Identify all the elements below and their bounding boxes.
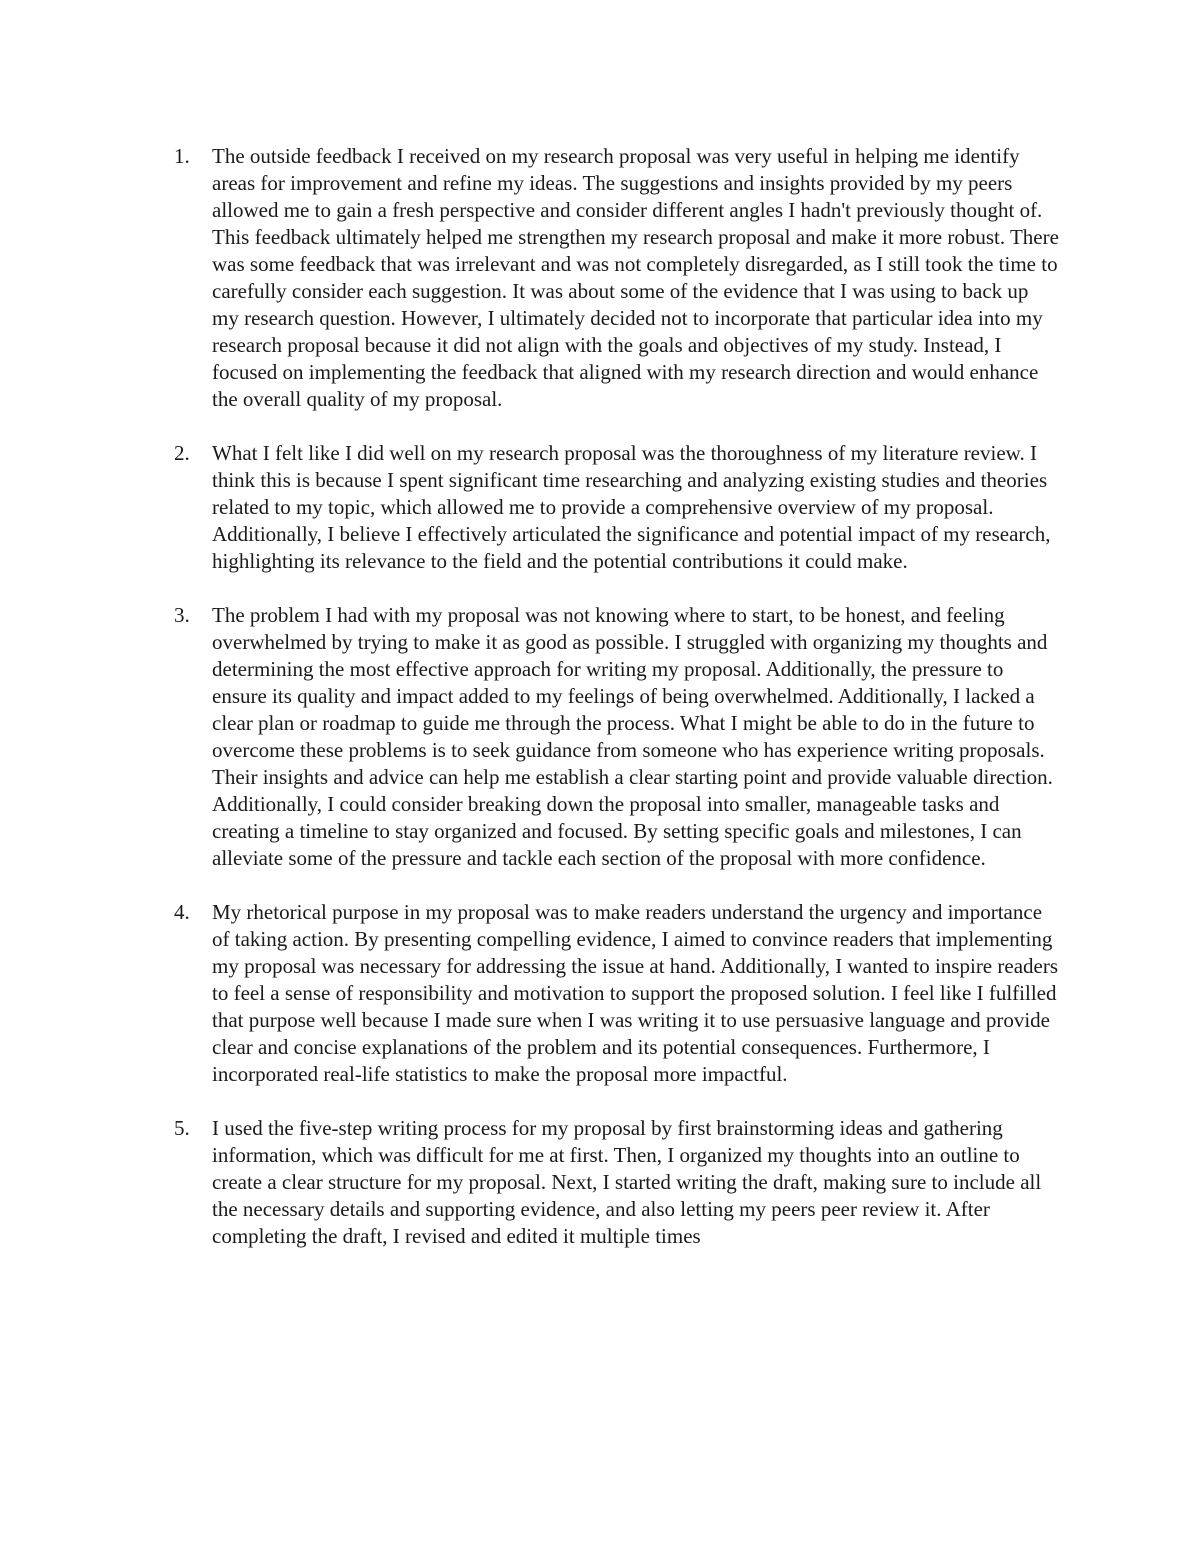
item-number: 2.: [174, 441, 190, 465]
item-paragraph: My rhetorical purpose in my proposal was to make readers understand the urgency and importance of taking action. By presenting compelling evidence, I aimed to convince readers that implementing my proposal was necessary for addressing the issue at hand. Additionally, I wanted to inspire readers to feel a sense of responsibility and motivation to support the proposed solution. I feel like I fulfilled that purpose well because I made sure when I was writing it to use persuasive language and provide clear and concise explanations of the problem and its potential consequences. Furthermore, I incorporated real-life statistics to make the proposal more impactful.: [212, 900, 1058, 1086]
list-item-2: [0, 440, 1200, 575]
item-paragraph: The problem I had with my proposal was not knowing where to start, to be honest, and feeling overwhelmed by trying to make it as good as possible. I struggled with organizing my thoughts and determining the most effective approach for writing my proposal. Additionally, the pressure to ensure its quality and impact added to my feelings of being overwhelmed. Additionally, I lacked a clear plan or roadmap to guide me through the process. What I might be able to do in the future to overcome these problems is to seek guidance from someone who has experience writing proposals. Their insights and advice can help me establish a clear starting point and provide valuable direction. Additionally, I could consider breaking down the proposal into smaller, manageable tasks and creating a timeline to stay organized and focused. By setting specific goals and milestones, I can alleviate some of the pressure and tackle each section of the proposal with more confidence.: [212, 603, 1053, 870]
list-item-5: [0, 1115, 1200, 1250]
item-number: 3.: [174, 603, 190, 627]
numbered-answer-list: [0, 143, 1200, 1277]
item-paragraph: The outside feedback I received on my research proposal was very useful in helping me identify areas for improvement and refine my ideas. The suggestions and insights provided by my peers allowed me to gain a fresh perspective and consider different angles I hadn't previously thought of. This feedback ultimately helped me strengthen my research proposal and make it more robust. There was some feedback that was irrelevant and was not completely disregarded, as I still took the time to carefully consider each suggestion. It was about some of the evidence that I was using to back up my research question. However, I ultimately decided not to incorporate that particular idea into my research proposal because it did not align with the goals and objectives of my study. Instead, I focused on implementing the feedback that aligned with my research direction and would enhance the overall quality of my proposal.: [212, 144, 1059, 411]
item-paragraph: I used the five-step writing process for my proposal by first brainstorming ideas and gathering information, which was difficult for me at first. Then, I organized my thoughts into an outline to create a clear structure for my proposal. Next, I started writing the draft, making sure to include all the necessary details and supporting evidence, and also letting my peers peer review it. After completing the draft, I revised and edited it multiple times: [212, 1116, 1042, 1248]
item-number: 4.: [174, 900, 190, 924]
list-item-3: [0, 602, 1200, 872]
list-item-4: [0, 899, 1200, 1088]
item-paragraph: What I felt like I did well on my research proposal was the thoroughness of my literature review. I think this is because I spent significant time researching and analyzing existing studies and theories related to my topic, which allowed me to provide a comprehensive overview of my proposal. Additionally, I believe I effectively articulated the significance and potential impact of my research, highlighting its relevance to the field and the potential contributions it could make.: [212, 441, 1051, 573]
list-item-1: [0, 143, 1200, 413]
item-number: 1.: [174, 144, 190, 168]
item-number: 5.: [174, 1116, 190, 1140]
